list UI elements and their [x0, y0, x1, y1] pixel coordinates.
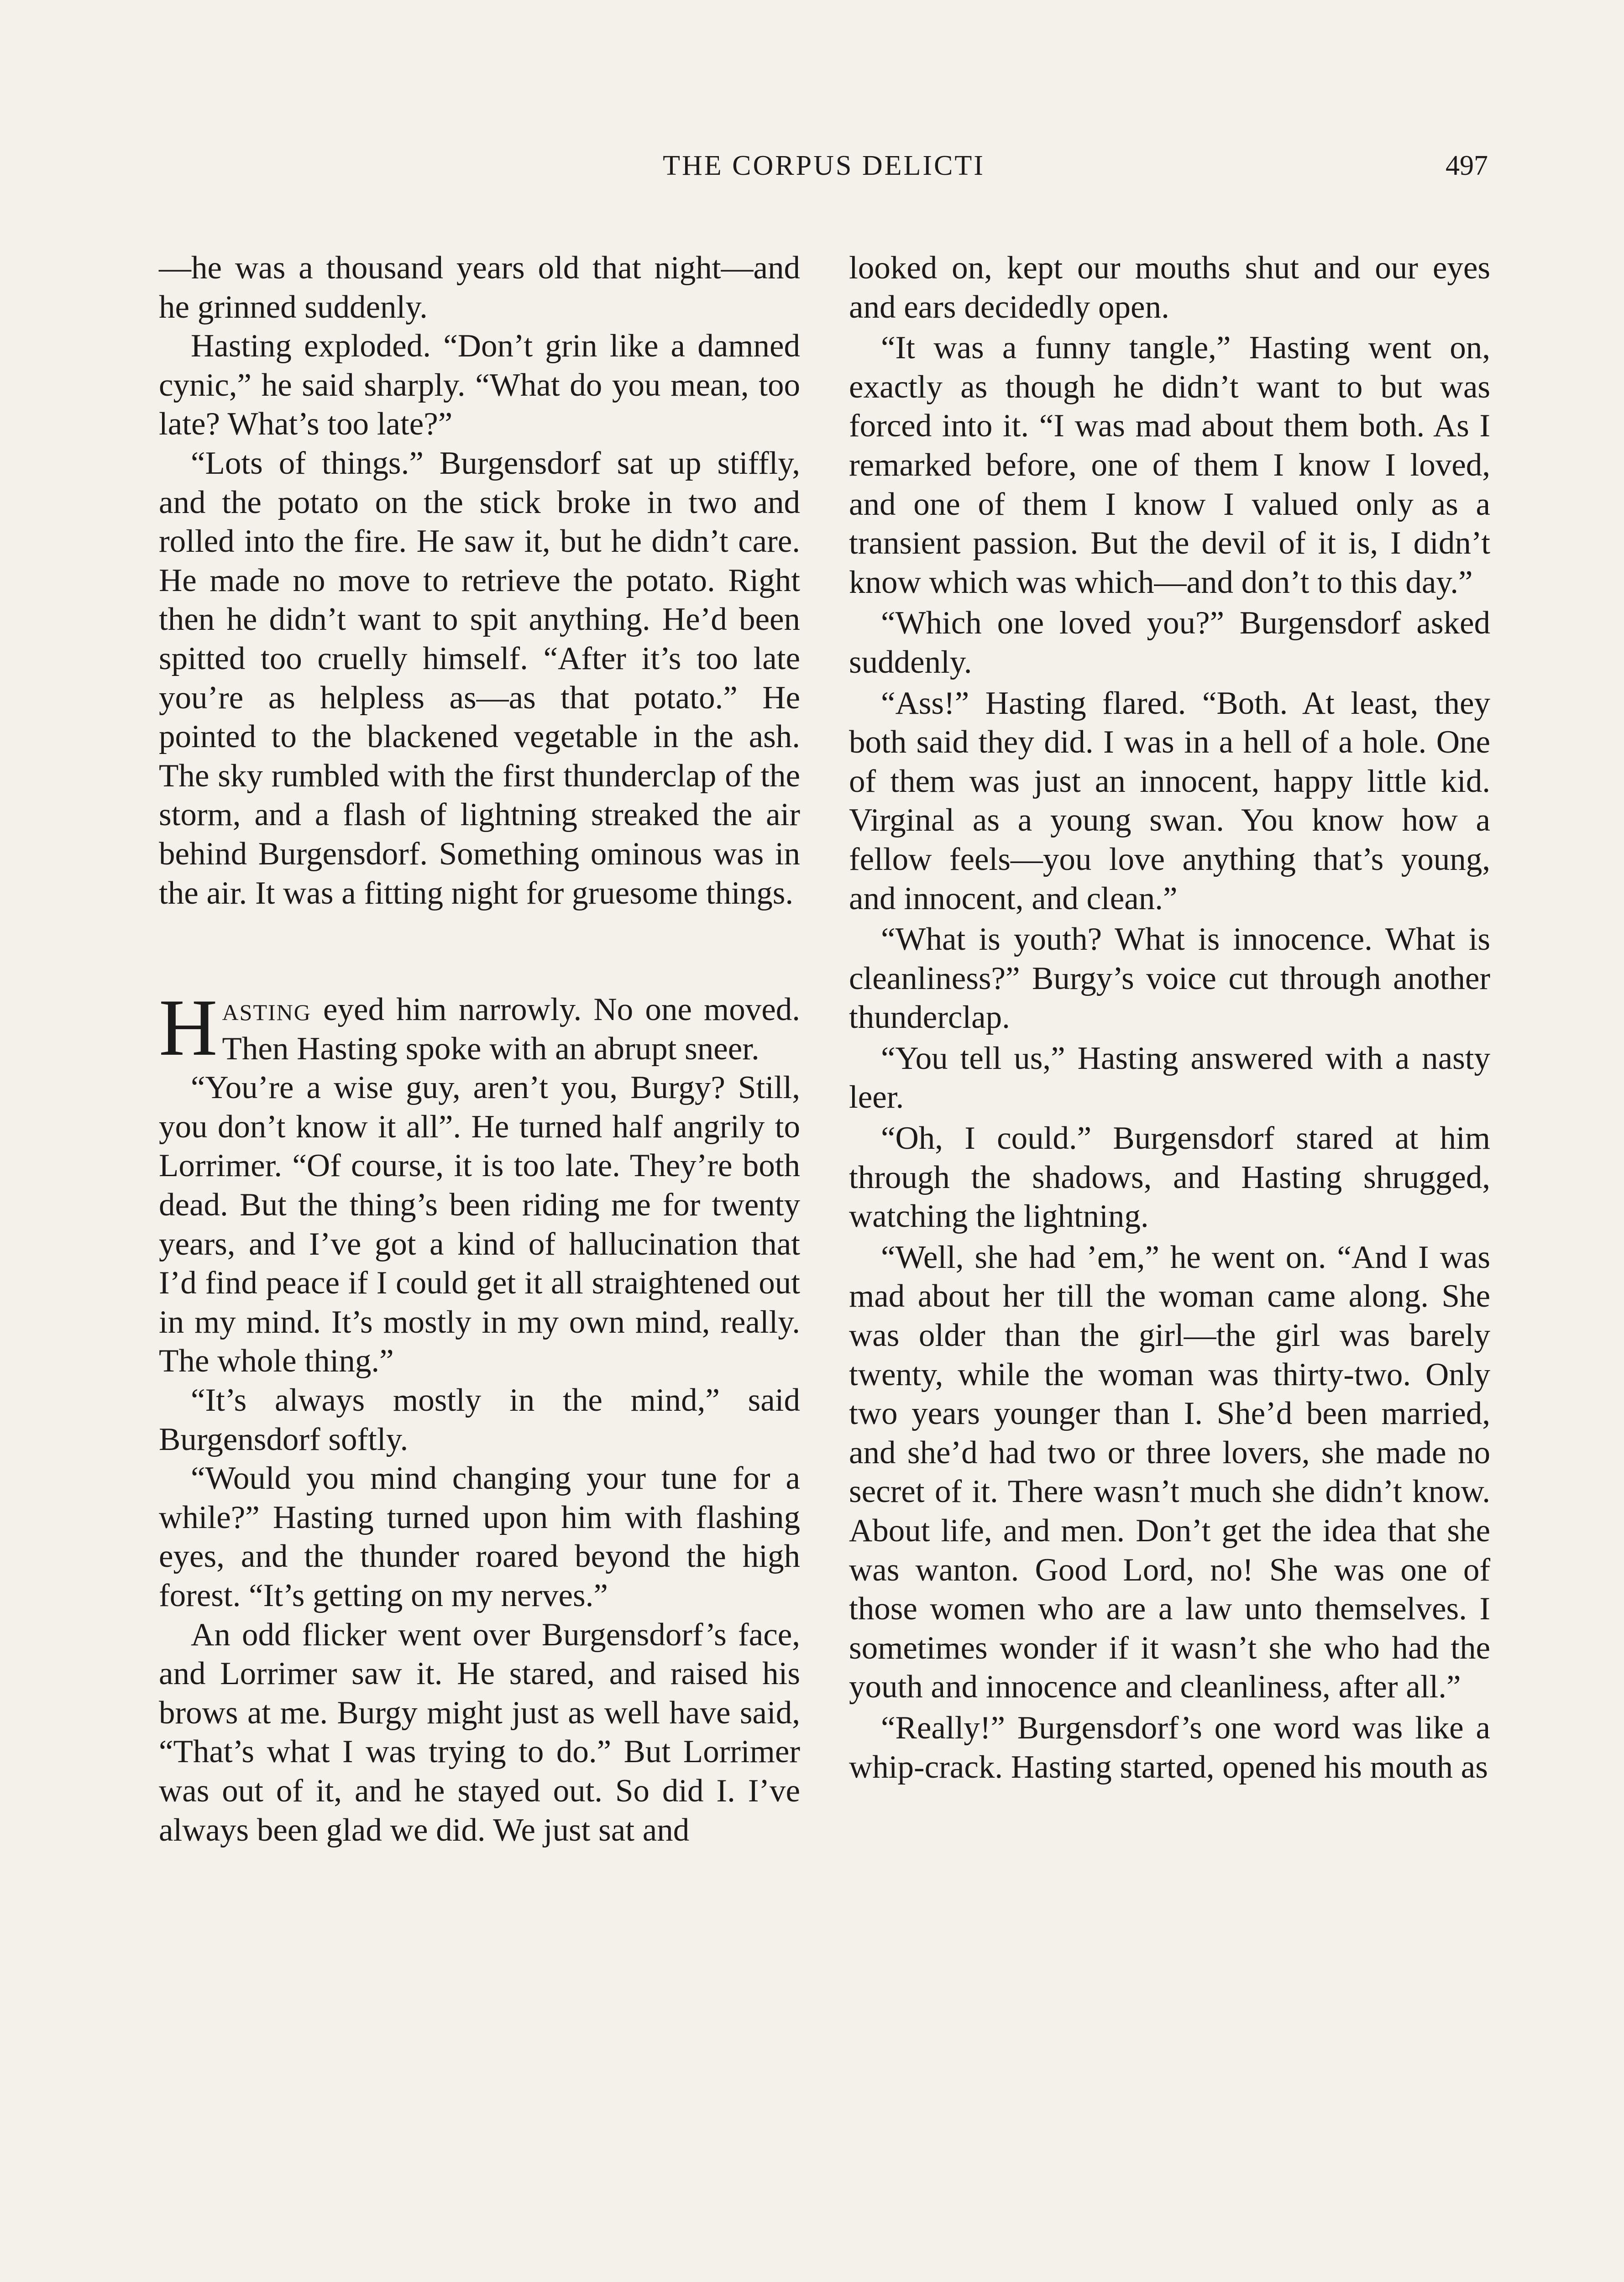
section-start-paragraph — [159, 982, 800, 1073]
paragraph: An odd flicker went over Burgensdorf’s face, and Lorrimer saw it. He stared, and raised his brows at me. Burgy might just as well have said, “That’s what I was trying to do.” But Lorrimer was out of it, and he stayed out. So did I. I’ve always been glad we did. We just sat and — [159, 1617, 800, 1848]
paragraph: “It was a funny tangle,” Hasting went on, exactly as though he didn’t want to but was forced into it. “I was mad about them both. As I remarked before, one of them I know I loved, and one of them I know I valued only as a transient passion. But the devil of it is, I didn’t know which was which—and don’t to this day.” — [849, 330, 1490, 600]
right-column — [849, 249, 1490, 1787]
running-head: THE CORPUS DELICTI — [663, 150, 985, 181]
paragraph: “You’re a wise guy, aren’t you, Burgy? Still, you don’t know it all”. He turned half angrily to Lorrimer. “Of course, it is too late. They’re both dead. But the thing’s been riding me for twenty years, and I’ve got a kind of hallucination that I’d find peace if I could get it all straightened out in my mind. It’s mostly in my own mind, really. The whole thing.” — [159, 1070, 800, 1379]
paragraph: “Well, she had ’em,” he went on. “And I was mad about her till the woman came along. She was older than the girl—the girl was barely twenty, while the woman was thirty-two. Only two years younger than I. She’d been married, and she’d had two or three lovers, she made no secret of it. There wasn’t much she didn’t know. About life, and men. Don’t get the idea that she was wanton. Good Lord, no! She was one of those women who are a law unto themselves. I sometimes wonder if it wasn’t she who had the youth and innocence and cleanliness, after all.” — [849, 1239, 1490, 1705]
paragraph: “Would you mind changing your tune for a while?” Hasting turned upon him with flashing eyes, and the thunder roared beyond the high forest. “It’s getting on my nerves.” — [159, 1460, 800, 1613]
paragraph: “Lots of things.” Burgensdorf sat up stiffly, and the potato on the stick broke in two and rolled into the fire. He saw it, but he didn’t care. He made no move to retrieve the potato. Right then he didn’t want to spit anything. He’d been spitted too cruelly himself. “After it’s too late you’re as helpless as—as that potato.” He pointed to the blackened vegetable in the ash. The sky rumbled with the first thunderclap of the storm, and a flash of lightning streaked the air behind Burgensdorf. Something ominous was in the air. It was a fitting night for gruesome things. — [159, 445, 800, 911]
left-column — [159, 249, 800, 1850]
paragraph: “Ass!” Hasting flared. “Both. At least, they both said they did. I was in a hell of a hole. One of them was just an innocent, happy little kid. Virginal as a young swan. You know how a fellow feels—you love anything that’s young, and innocent, and clean.” — [849, 685, 1490, 916]
paragraph: “It’s always mostly in the mind,” said Burgensdorf softly. — [159, 1382, 800, 1457]
small-caps-lead: asting — [222, 992, 311, 1028]
page-header — [160, 145, 1488, 195]
page-number: 497 — [1446, 150, 1488, 181]
paragraph: looked on, kept our mouths shut and our eyes and ears decidedly open. — [849, 250, 1490, 325]
paragraph: “Oh, I could.” Burgensdorf stared at him through the shadows, and Hasting shrugged, watching the lightning. — [849, 1120, 1490, 1235]
paragraph: “You tell us,” Hasting answered with a nasty leer. — [849, 1040, 1490, 1115]
paragraph: “What is youth? What is innocence. What is cleanliness?” Burgy’s voice cut through another thunderclap. — [849, 921, 1490, 1036]
paragraph-text: eyed him narrowly. No one moved. Then Hasting spoke with an abrupt sneer. — [222, 992, 800, 1067]
paragraph: Hasting exploded. “Don’t grin like a damned cynic,” he said sharply. “What do you mean, too late? What’s too late?” — [159, 328, 800, 442]
paragraph: —he was a thousand years old that night—and he grinned suddenly. — [159, 250, 800, 325]
paragraph: “Which one loved you?” Burgensdorf asked suddenly. — [849, 605, 1490, 680]
paragraph: “Really!” Burgensdorf’s one word was like a whip-crack. Hasting started, opened his mouth as — [849, 1710, 1490, 1785]
drop-cap: H — [159, 982, 218, 1073]
